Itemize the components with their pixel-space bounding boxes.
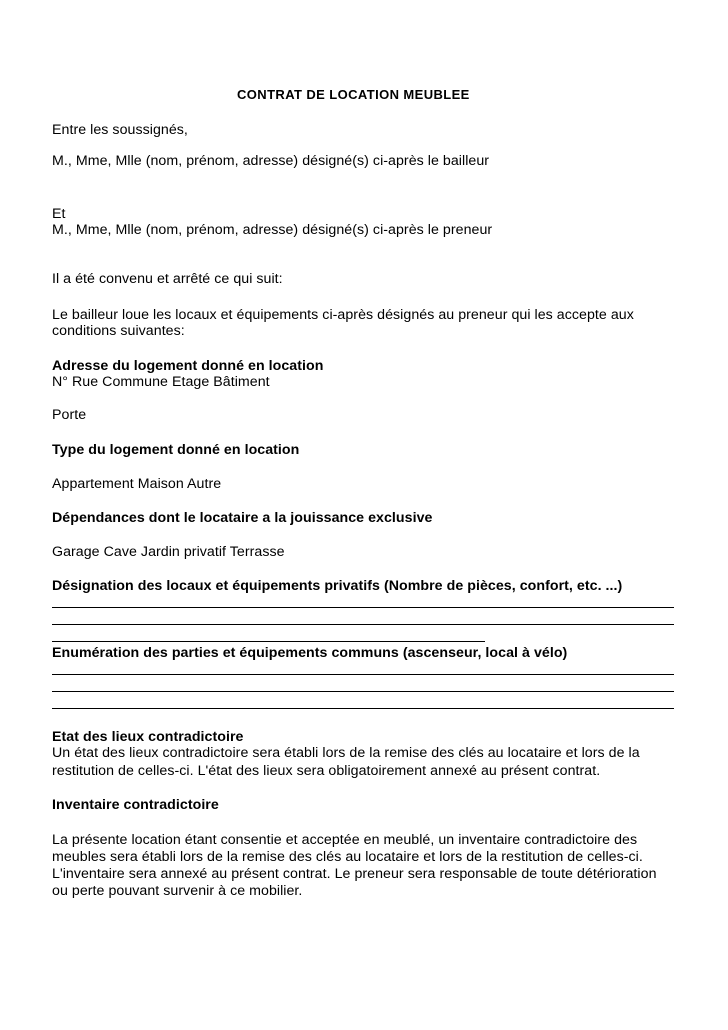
document-title: CONTRAT DE LOCATION MEUBLEE	[237, 87, 470, 102]
inventaire-line-3: L'inventaire sera annexé au présent contrat. Le preneur sera responsable de toute détérioration	[52, 866, 657, 882]
etat-lieux-line-2: restitution de celles-ci. L'état des lieux sera obligatoirement annexé au présent contrat.	[52, 763, 601, 779]
blank-line	[52, 708, 674, 709]
loue-line-1: Le bailleur loue les locaux et équipements ci-après désignés au preneur qui les accepte aux	[52, 307, 634, 323]
designation-heading: Désignation des locaux et équipements privatifs (Nombre de pièces, confort, etc. ...)	[52, 578, 623, 594]
inventaire-line-4: ou perte pouvant survenir à ce mobilier.	[52, 883, 303, 899]
bailleur-line: M., Mme, Mlle (nom, prénom, adresse) désigné(s) ci-après le bailleur	[52, 153, 490, 169]
porte-text: Porte	[52, 407, 87, 423]
inventaire-line-1: La présente location étant consentie et acceptée en meublé, un inventaire contradictoire des	[52, 832, 638, 848]
intro-text: Entre les soussignés,	[52, 122, 188, 138]
etat-lieux-line-1: Un état des lieux contradictoire sera établi lors de la remise des clés au locataire et lors de la	[52, 745, 640, 761]
adresse-fields: N° Rue Commune Etage Bâtiment	[52, 374, 270, 390]
blank-line	[52, 641, 485, 642]
blank-line	[52, 674, 674, 675]
blank-line	[52, 691, 674, 692]
et-text: Et	[52, 206, 66, 222]
etat-lieux-heading: Etat des lieux contradictoire	[52, 729, 244, 745]
dependances-options: Garage Cave Jardin privatif Terrasse	[52, 544, 285, 560]
blank-line	[52, 624, 674, 625]
convenu-text: Il a été convenu et arrêté ce qui suit:	[52, 271, 283, 287]
adresse-heading: Adresse du logement donné en location	[52, 358, 324, 374]
inventaire-heading: Inventaire contradictoire	[52, 797, 219, 813]
dependances-heading: Dépendances dont le locataire a la jouissance exclusive	[52, 510, 433, 526]
preneur-line: M., Mme, Mlle (nom, prénom, adresse) désigné(s) ci-après le preneur	[52, 222, 493, 238]
enumeration-heading: Enumération des parties et équipements communs (ascenseur, local à vélo)	[52, 645, 568, 661]
inventaire-line-2: meubles sera établi lors de la remise des clés au locataire et lors de la restitution de celles-ci.	[52, 849, 643, 865]
blank-line	[52, 607, 674, 608]
type-heading: Type du logement donné en location	[52, 442, 300, 458]
loue-line-2: conditions suivantes:	[52, 323, 185, 339]
type-options: Appartement Maison Autre	[52, 476, 222, 492]
